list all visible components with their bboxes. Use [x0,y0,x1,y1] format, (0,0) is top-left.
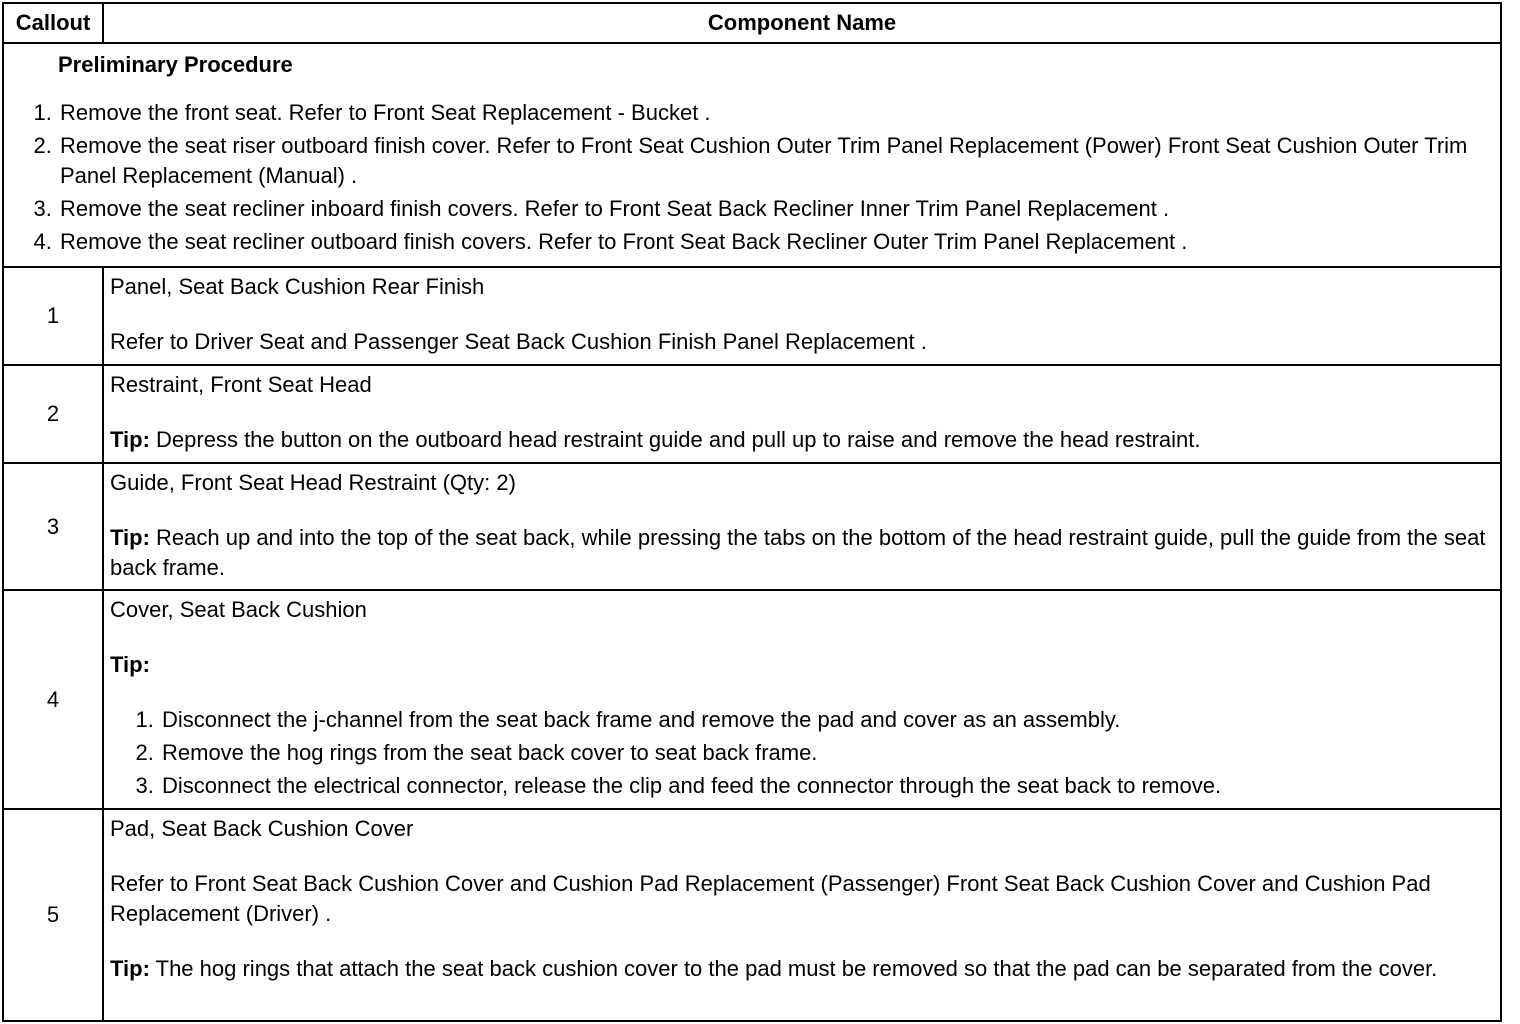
table-row [3,809,1501,1021]
header-callout: Callout [3,3,103,43]
preliminary-step: 2. Remove the seat riser outboard finish cover. Refer to Front Seat Cushion Outer Trim Panel Replacement (Power) Front Seat Cushion Outer Trim Panel Replacement (Manual) . [58,131,1492,191]
component-name: Restraint, Front Seat Head [110,372,372,397]
component-note: Refer to Front Seat Back Cushion Cover and Cushion Pad Replacement (Passenger) Front Seat Back Cushion Cover and Cushion Pad Replacement (Driver) . [110,871,1431,926]
tip-step: 1. Disconnect the j-channel from the seat back frame and remove the pad and cover as an assembly. [160,705,1494,735]
preliminary-step: 4. Remove the seat recliner outboard finish covers. Refer to Front Seat Back Recliner Outer Trim Panel Replacement . [58,227,1492,257]
tip-text: Reach up and into the top of the seat back, while pressing the tabs on the bottom of the head restraint guide, pull the guide from the seat back frame. [110,525,1486,580]
table-row [3,365,1501,463]
callout-number: 2 [3,365,103,463]
preliminary-step: 3. Remove the seat recliner inboard finish covers. Refer to Front Seat Back Recliner Inner Trim Panel Replacement . [58,194,1492,224]
tip-label: Tip: [110,652,150,677]
component-note: Refer to Driver Seat and Passenger Seat Back Cushion Finish Panel Replacement . [110,329,927,354]
tip-steps [110,705,1494,801]
preliminary-title: Preliminary Procedure [58,52,293,77]
table-header-row [3,3,1501,43]
tip-label: Tip: [110,956,150,981]
component-name: Cover, Seat Back Cushion [110,597,367,622]
component-cell [103,809,1501,1021]
callout-number: 3 [3,463,103,590]
table-row [3,463,1501,590]
callout-number: 1 [3,267,103,365]
component-tip [110,650,1494,680]
component-tip [110,425,1494,455]
table-row [3,590,1501,809]
header-component-name: Component Name [103,3,1501,43]
tip-label: Tip: [110,427,150,452]
component-tip [110,523,1494,583]
callout-number: 5 [3,809,103,1021]
table-row [3,267,1501,365]
preliminary-row [3,43,1501,267]
tip-label: Tip: [110,525,150,550]
component-cell [103,267,1501,365]
tip-step: 2. Remove the hog rings from the seat back cover to seat back frame. [160,738,1494,768]
tip-text: The hog rings that attach the seat back cushion cover to the pad must be removed so that the pad can be separated from the cover. [149,956,1438,981]
component-table [2,2,1502,1022]
component-name: Guide, Front Seat Head Restraint (Qty: 2) [110,470,516,495]
preliminary-cell [3,43,1501,267]
component-cell [103,365,1501,463]
preliminary-step: 1. Remove the front seat. Refer to Front Seat Replacement - Bucket . [58,98,1492,128]
preliminary-steps [12,98,1492,257]
component-cell [103,590,1501,809]
component-tip [110,954,1494,984]
tip-text: Depress the button on the outboard head restraint guide and pull up to raise and remove the head restraint. [149,427,1201,452]
callout-number: 4 [3,590,103,809]
component-name: Pad, Seat Back Cushion Cover [110,816,414,841]
tip-step: 3. Disconnect the electrical connector, release the clip and feed the connector through the seat back to remove. [160,771,1494,801]
component-name: Panel, Seat Back Cushion Rear Finish [110,274,485,299]
component-cell [103,463,1501,590]
